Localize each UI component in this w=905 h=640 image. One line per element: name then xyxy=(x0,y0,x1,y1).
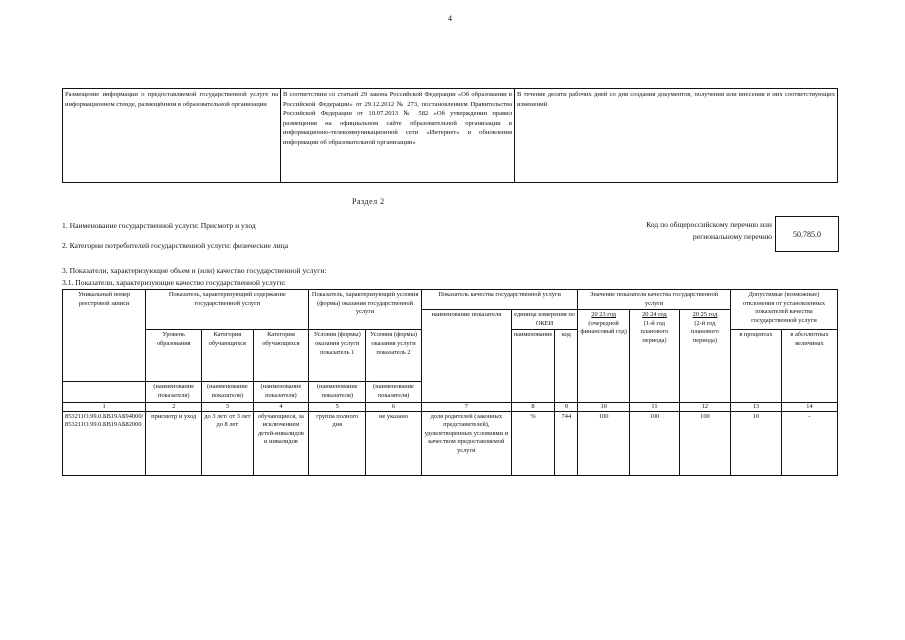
header-year-2024: 20 24 год (1-й год планового периода) xyxy=(629,310,679,402)
row-form-2: не указано xyxy=(366,411,422,475)
row-value-2025: 100 xyxy=(679,411,730,475)
row-education-level: присмотр и уход xyxy=(146,411,202,475)
info-table xyxy=(62,88,838,183)
header-year-2025: 20 25 год (2-й год планового периода) xyxy=(679,310,730,402)
col-number: 8 xyxy=(511,402,555,411)
row-student-category: обучающиеся, за исключением детей-инвалидов и инвалидов xyxy=(253,411,309,475)
info-content-cell: В соответствии со статьей 29 закона Российской Федерации «Об образовании в Российской Федерации» от 29.12.2012 № 273, постановлением Правительства Российской Федерации от 10.07.2013 № 582 «Об утверждении правил размещения на официальном сайте образовательной организации в информационно-телекоммуникационной сети «Интернет» и обновления информации об образовательной организации» xyxy=(281,89,515,183)
col-number: 5 xyxy=(309,402,366,411)
code-label: Код по общероссийскому перечню или региональному перечню xyxy=(646,220,772,241)
col-number: 3 xyxy=(202,402,253,411)
indicators-heading: 3. Показатели, характеризующие объем и (или) качество государственной услуги: xyxy=(62,266,327,275)
col-number: 13 xyxy=(730,402,781,411)
row-unit: % xyxy=(511,411,555,475)
header-naim-4: (наименование показателя) xyxy=(309,382,366,402)
header-quality-indicator: Показатель качества государственной услуги xyxy=(421,290,577,310)
header-naim-3: (наименование показателя) xyxy=(253,382,309,402)
info-frequency-cell: В течение десяти рабочих дней со дня создания документов, получения или внесения в них соответствующих изменений xyxy=(515,89,838,183)
header-content-indicator: Показатель, характеризующий содержание государственной услуги xyxy=(146,290,309,330)
header-year-2023: 20 23 год (очередной финансовый год) xyxy=(578,310,630,402)
header-conditions-indicator: Показатель, характеризующий условия (формы) оказания государственной услуги xyxy=(309,290,422,330)
row-deviation-absolute: - xyxy=(781,411,837,475)
col-number: 1 xyxy=(63,402,146,411)
header-percent: в процентах xyxy=(730,330,781,402)
header-quality-value: Значение показателя качества государственной услуги xyxy=(578,290,731,310)
row-value-2024: 100 xyxy=(629,411,679,475)
info-method-cell: Размещение информации о предоставляемой государственной услуге на информационном стенде, размещённом в образовательной организации xyxy=(63,89,281,183)
header-unit-name: наименование xyxy=(511,330,555,402)
header-absolute: в абсолютных величинах xyxy=(781,330,837,402)
col-number: 6 xyxy=(366,402,422,411)
quality-table xyxy=(62,289,838,476)
col-number: 7 xyxy=(421,402,511,411)
header-unique-number: Уникальный номер реестровой записи xyxy=(63,290,146,382)
header-unit: единица измерения по ОКЕИ xyxy=(511,310,578,330)
section-title: Раздел 2 xyxy=(352,197,385,206)
col-number: 10 xyxy=(578,402,630,411)
header-naim-1: (наименование показателя) xyxy=(146,382,202,402)
row-form-1: группа полного дня xyxy=(309,411,366,475)
quality-indicators-heading: 3.1. Показатели, характеризующие качество государственной услуги: xyxy=(62,278,286,287)
col-number: 14 xyxy=(781,402,837,411)
header-deviation: Допустимые (возможные) отклонения от установленных показателей качества государственной услуги xyxy=(730,290,837,330)
code-value: 50.785.0 xyxy=(775,216,839,252)
col-number: 2 xyxy=(146,402,202,411)
row-unit-code: 744 xyxy=(555,411,578,475)
header-education-level: Уровень образования xyxy=(146,330,202,382)
consumer-categories: 2. Категории потребителей государственной услуги: физические лица xyxy=(62,241,289,250)
header-unique-number-blank xyxy=(63,382,146,402)
col-number: 11 xyxy=(629,402,679,411)
row-deviation-percent: 10 xyxy=(730,411,781,475)
header-naim-2: (наименование показателя) xyxy=(202,382,253,402)
col-number: 4 xyxy=(253,402,309,411)
col-number: 9 xyxy=(555,402,578,411)
row-age-category: до 3 лет/ от 3 лет до 8 лет xyxy=(202,411,253,475)
header-student-category-1: Категория обучающихся xyxy=(202,330,253,382)
row-indicator-name: доля родителей (законных представителей), удовлетворенных условиями и качеством предоставляемой услуги xyxy=(421,411,511,475)
header-form-2: Условия (формы) оказания услуги показатель 2 xyxy=(366,330,422,382)
column-numbers-row xyxy=(63,402,838,411)
header-unit-code: код xyxy=(555,330,578,402)
table-row xyxy=(63,411,838,475)
page-number: 4 xyxy=(448,14,452,23)
row-value-2023: 100 xyxy=(578,411,630,475)
header-naim-5: (наименование показателя) xyxy=(366,382,422,402)
row-unique-number: 853211О.99.0.БВ19АБ94000/ 853211О.99.0.БВ19АБ82000 xyxy=(63,411,146,475)
header-student-category-2: Категория обучающихся xyxy=(253,330,309,382)
col-number: 12 xyxy=(679,402,730,411)
header-indicator-name: наименование показателя xyxy=(421,310,511,402)
header-form-1: Условия (формы) оказания услуги показатель 1 xyxy=(309,330,366,382)
service-name: 1. Наименование государственной услуги: Присмотр и уход xyxy=(62,221,256,230)
